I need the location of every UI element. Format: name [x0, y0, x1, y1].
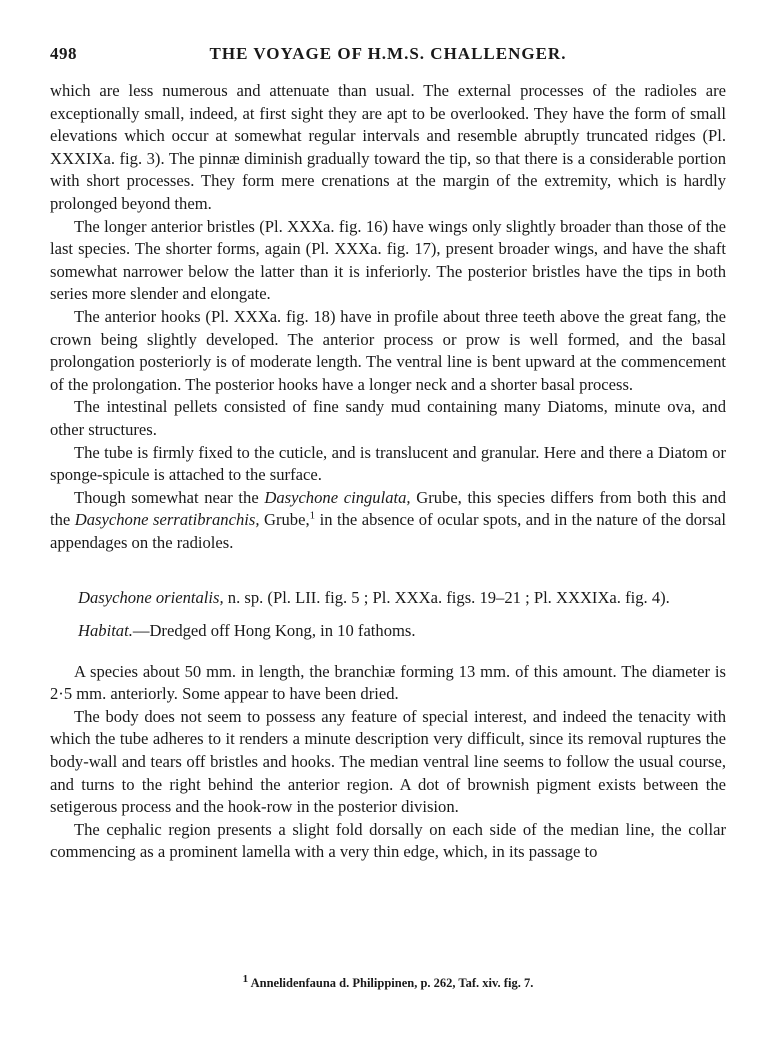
habitat-label: Habitat. [78, 621, 133, 641]
species-title: Dasychone orientalis, [78, 588, 224, 608]
running-header [50, 44, 726, 72]
page-number: 498 [50, 44, 77, 63]
footnote-mark: 1 [242, 972, 249, 985]
paragraph-1: which are less numerous and attenuate than usual. The external processes of the radioles are exceptionally small, indeed, at first sight they are apt to be overlooked. They have the form of small elevations which occur at somewhat regular intervals and resemble abruptly truncated ridges (Pl. XXXIXa. fig. 3). The pinnæ diminish gradually toward the tip, so that there is a considerable portion with short processes. They form mere crenations at the margin of the extremity, which is hardly prolonged beyond them. [50, 81, 726, 213]
species-plates: n. sp. (Pl. LII. fig. 5 ; Pl. XXXa. figs. 19–21 ; Pl. XXXIXa. fig. 4). [223, 588, 670, 608]
species-heading [50, 587, 726, 610]
species-name-italic: Dasychone cingulata, [264, 487, 411, 507]
habitat-line [50, 620, 726, 643]
text-run: Grube, [259, 510, 310, 530]
footnote-text: Annelidenfauna d. Philippinen, p. 262, Taf. xiv. fig. 7. [248, 976, 534, 990]
paragraph-8: The body does not seem to possess any feature of special interest, and indeed the tenacity with which the tube adheres to it renders a minute description very difficult, since its removal ruptures the body-wall and tears off bristles and hooks. The median ventral line seems to follow the usual course, and turns to the right behind the anterior region. A dot of brownish pigment exists between the setigerous process and the hook-row in the posterior division. [50, 706, 726, 817]
habitat-text: —Dredged off Hong Kong, in 10 fathoms. [132, 621, 416, 641]
paragraph-9: The cephalic region presents a slight fold dorsally on each side of the median line, the collar commencing as a prominent lamella with a very thin edge, which, in its passage to [50, 819, 726, 862]
footnote-reference: 1 [309, 509, 316, 522]
species-name-italic: Dasychone serratibranchis, [74, 510, 260, 530]
paragraph-3: The anterior hooks (Pl. XXXa. fig. 18) have in profile about three teeth above the great fang, the crown being slightly developed. The anterior process or prow is well formed, and the basal prolongation posteriorly is of moderate length. The ventral line is bent upward at the commencement of the prolongation. The posterior hooks have a longer neck and a shorter basal process. [50, 306, 726, 394]
paragraph-5: The tube is firmly fixed to the cuticle, and is translucent and granular. Here and there a Diatom or sponge-spicule is attached to the surface. [50, 442, 726, 485]
text-run: in the absence of ocular spots, and in the nature of the dorsal appendages on the radioles. [50, 510, 727, 552]
text-run: Though somewhat near the [74, 487, 265, 507]
running-title: THE VOYAGE OF H.M.S. CHALLENGER. [209, 44, 567, 63]
paragraph-6 [50, 487, 726, 555]
text-run: Grube, this species differs from both this and the [50, 487, 726, 530]
paragraph-2: The longer anterior bristles (Pl. XXXa. fig. 16) have wings only slightly broader than those of the last species. The shorter forms, again (Pl. XXXa. fig. 17), present broader wings, and have the shaft somewhat narrower below the latter than it is inferiorly. The posterior bristles have the tips in both series more slender and elongate. [50, 216, 726, 304]
paragraph-4: The intestinal pellets consisted of fine sandy mud containing many Diatoms, minute ova, and other structures. [50, 397, 726, 439]
paragraph-7: A species about 50 mm. in length, the branchiæ forming 13 mm. of this amount. The diameter is 2·5 mm. anteriorly. Some appear to have been dried. [50, 661, 726, 704]
main-text [50, 80, 726, 864]
footnote [0, 972, 776, 991]
